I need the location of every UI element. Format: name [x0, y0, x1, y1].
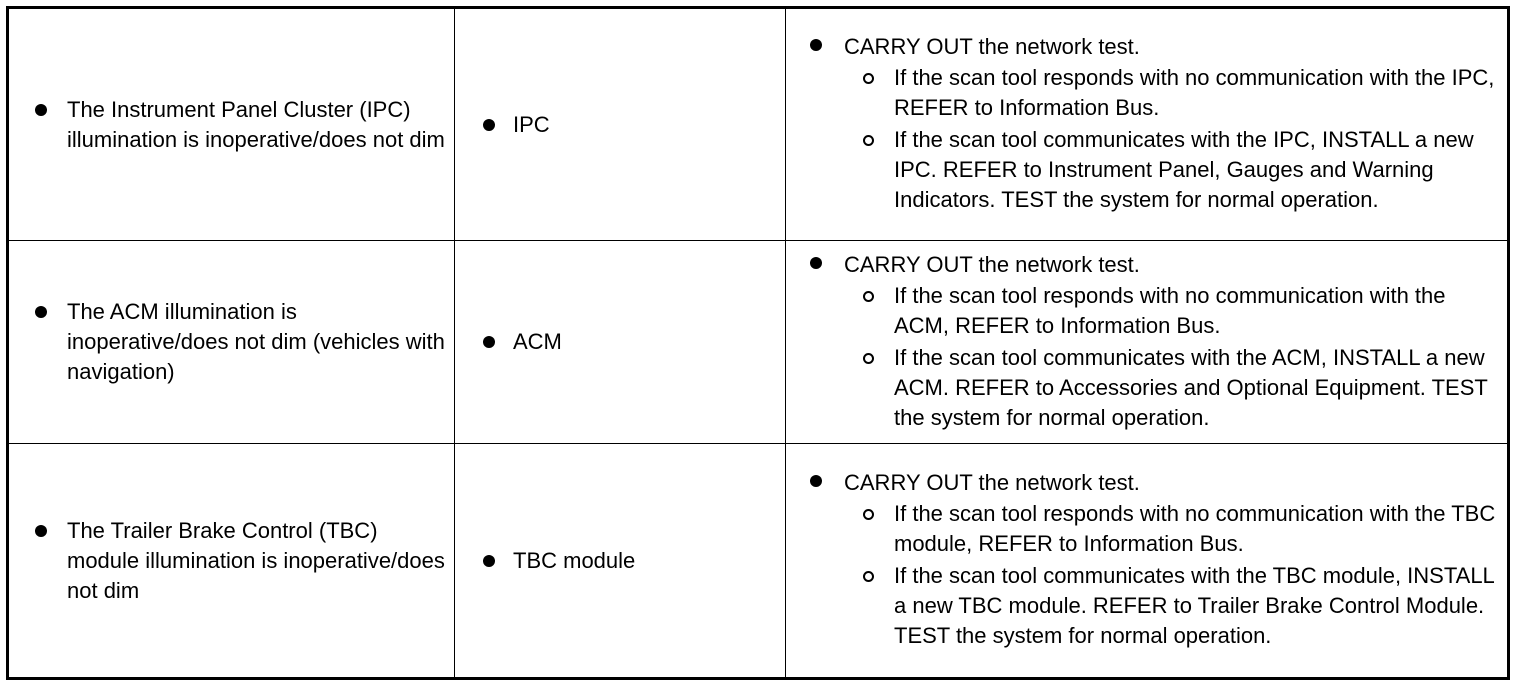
substep-text: If the scan tool responds with no communication with the TBC module, REFER to Information Bus.	[894, 501, 1496, 556]
condition-cell	[8, 8, 455, 241]
source-cell	[455, 8, 786, 241]
substep-text: If the scan tool responds with no communication with the ACM, REFER to Information Bus.	[894, 282, 1446, 338]
source-cell	[455, 241, 786, 444]
condition-text: The ACM illumination is inoperative/does not dim (vehicles with navigation)	[67, 299, 445, 384]
bullet-icon	[35, 306, 47, 318]
source-text: IPC	[513, 111, 550, 137]
substep-list	[844, 281, 1499, 433]
bullet-icon	[483, 555, 495, 567]
action-cell	[786, 241, 1509, 444]
substep-text: If the scan tool communicates with the IPC, INSTALL a new IPC. REFER to Instrument Panel, Gauges and Warning Indicators. TEST the system for normal operation.	[894, 127, 1474, 212]
list-item	[844, 499, 1499, 559]
bullet-icon	[810, 39, 822, 51]
table-row	[8, 241, 1509, 444]
action-step: CARRY OUT the network test.	[844, 34, 1140, 59]
list-item	[844, 63, 1499, 123]
substep-text: If the scan tool communicates with the ACM, INSTALL a new ACM. REFER to Accessories and Optional Equipment. TEST the system for normal operation.	[894, 344, 1488, 430]
list-item	[844, 281, 1499, 341]
bullet-icon	[810, 257, 822, 269]
circle-bullet-icon	[863, 73, 874, 84]
bullet-icon	[35, 525, 47, 537]
substep-text: If the scan tool communicates with the TBC module, INSTALL a new TBC module. REFER to Trailer Brake Control Module. TEST the system for normal operation.	[894, 563, 1494, 648]
action-step: CARRY OUT the network test.	[844, 251, 1140, 277]
list-item	[844, 343, 1499, 433]
substep-list	[844, 63, 1499, 215]
action-cell	[786, 8, 1509, 241]
source-text: TBC module	[513, 547, 636, 573]
table-row	[8, 8, 1509, 241]
condition-text: The Instrument Panel Cluster (IPC) illumination is inoperative/does not dim	[67, 96, 445, 152]
condition-cell	[8, 444, 455, 679]
bullet-icon	[35, 104, 47, 116]
table-row	[8, 444, 1509, 679]
substep-text: If the scan tool responds with no communication with the IPC, REFER to Information Bus.	[894, 65, 1495, 120]
source-cell	[455, 444, 786, 679]
bullet-icon	[483, 336, 495, 348]
substep-list	[844, 499, 1499, 651]
circle-bullet-icon	[863, 353, 874, 364]
circle-bullet-icon	[863, 571, 874, 582]
condition-text: The Trailer Brake Control (TBC) module illumination is inoperative/does not dim	[67, 517, 445, 603]
list-item	[844, 561, 1499, 651]
circle-bullet-icon	[863, 135, 874, 146]
circle-bullet-icon	[863, 291, 874, 302]
action-cell	[786, 444, 1509, 679]
circle-bullet-icon	[863, 509, 874, 520]
source-text: ACM	[513, 329, 562, 354]
condition-cell	[8, 241, 455, 444]
action-step: CARRY OUT the network test.	[844, 470, 1140, 495]
bullet-icon	[483, 119, 495, 131]
bullet-icon	[810, 475, 822, 487]
list-item	[844, 125, 1499, 215]
diagnostic-table	[6, 6, 1510, 680]
